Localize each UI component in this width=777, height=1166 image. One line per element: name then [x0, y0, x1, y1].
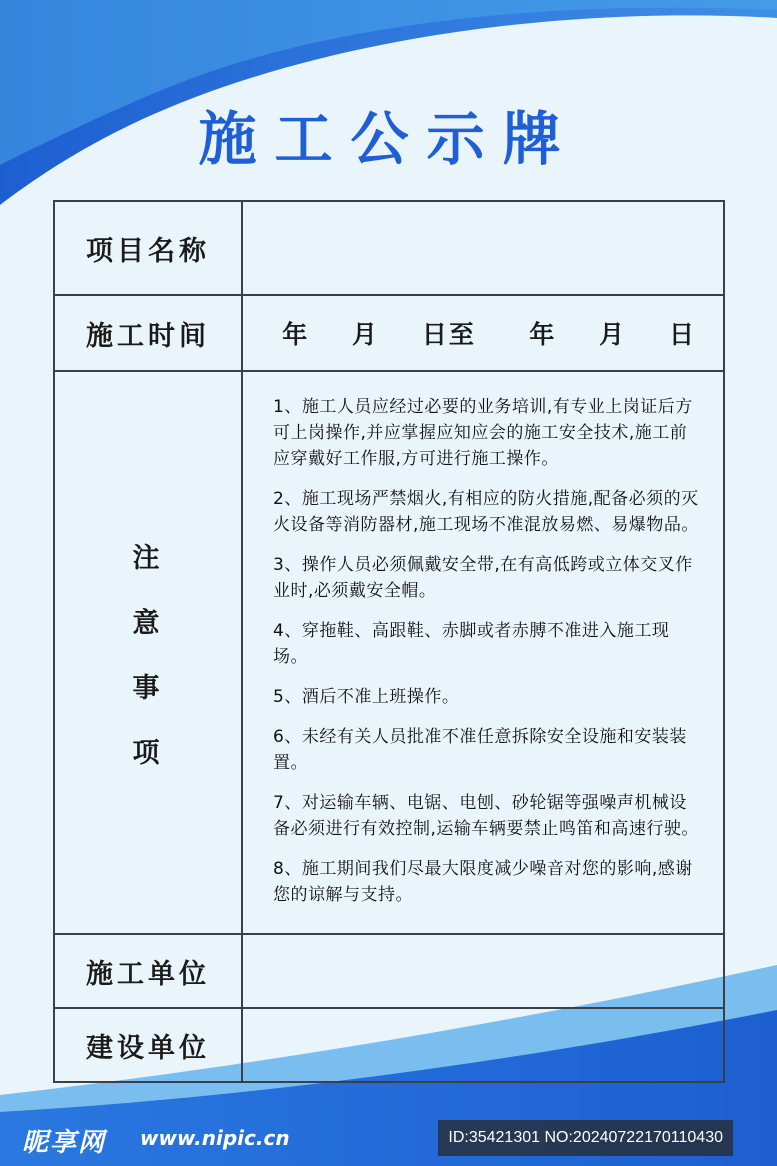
developer-row [54, 1008, 724, 1082]
nipic-site-link[interactable]: www.nipic.cn [140, 1126, 290, 1150]
notice-item: 4、穿拖鞋、高跟鞋、赤脚或者赤膊不准进入施工现场。 [273, 620, 670, 667]
notice-list [242, 371, 724, 934]
date-range-text: 年 月 日至 年 月 日 [282, 320, 696, 349]
notice-item: 3、操作人员必须佩戴安全带,在有高低跨或立体交叉作业时,必须戴安全帽。 [273, 554, 693, 601]
notice-item: 5、酒后不准上班操作。 [273, 686, 460, 707]
notice-item: 1、施工人员应经过必要的业务培训,有专业上岗证后方可上岗操作,并应掌握应知应会的施工安全技术,施工前应穿戴好工作服,方可进行施工操作。 [273, 396, 693, 469]
image-id-label: ID:35421301 NO:20240722170110430 [438, 1120, 733, 1156]
notice-item: 2、施工现场严禁烟火,有相应的防火措施,配备必须的灭火设备等消防器材,施工现场不准混放易燃、易爆物品。 [273, 488, 699, 535]
notice-label-char: 事 [132, 672, 164, 704]
construction-time-label: 施工时间 [54, 295, 242, 371]
notice-label-vertical [56, 536, 240, 770]
notice-item: 7、对运输车辆、电锯、电刨、砂轮锯等强噪声机械设备必须进行有效控制,运输车辆要禁止鸣笛和高速行驶。 [273, 792, 699, 839]
nipic-logo: 昵享网 [22, 1128, 107, 1158]
contractor-row [54, 934, 724, 1008]
construction-time-field[interactable] [242, 295, 724, 371]
notice-label-char: 意 [132, 607, 164, 639]
project-name-label: 项目名称 [54, 201, 242, 295]
contractor-field[interactable] [242, 934, 724, 1008]
sign-title: 施工公示牌 [198, 105, 579, 173]
notice-board-table [53, 200, 725, 1083]
notice-row [54, 371, 724, 934]
developer-field[interactable] [242, 1008, 724, 1082]
notice-label [54, 371, 242, 934]
project-name-row [54, 201, 724, 295]
watermark-footer [0, 1114, 777, 1166]
notice-label-char: 注 [132, 542, 164, 574]
notice-label-char: 项 [132, 737, 164, 769]
developer-label: 建设单位 [54, 1008, 242, 1082]
project-name-field[interactable] [242, 201, 724, 295]
notice-item: 8、施工期间我们尽最大限度减少噪音对您的影响,感谢您的谅解与支持。 [273, 858, 693, 905]
construction-time-row [54, 295, 724, 371]
notice-item: 6、未经有关人员批准不准任意拆除安全设施和安装装置。 [273, 726, 687, 773]
contractor-label: 施工单位 [54, 934, 242, 1008]
